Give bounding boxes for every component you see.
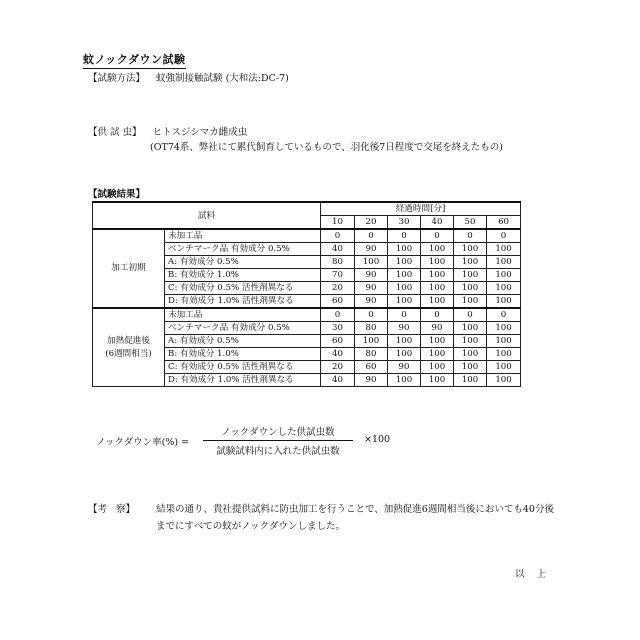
time-column-header: 20 xyxy=(355,216,388,230)
sample-name: A: 有効成分 0.5% xyxy=(165,256,321,269)
elapsed-time-header: 経過時間[分] xyxy=(321,202,521,216)
results-label: 【試験結果】 xyxy=(88,189,146,200)
knockdown-value: 100 xyxy=(421,295,454,309)
knockdown-value: 100 xyxy=(421,243,454,256)
formula-lhs: ノックダウン率(%) = xyxy=(96,437,190,448)
knockdown-value: 70 xyxy=(321,269,355,282)
knockdown-value: 100 xyxy=(487,295,521,309)
knockdown-value: 30 xyxy=(321,322,355,335)
formula-numerator: ノックダウンした供試虫数 xyxy=(203,424,353,441)
group-name: 加熱促進後 xyxy=(107,335,150,346)
knockdown-value: 100 xyxy=(454,295,487,309)
knockdown-value: 100 xyxy=(388,269,421,282)
knockdown-value: 100 xyxy=(388,282,421,295)
method-value: 蚊強制接触試験 (大和法:DC-7) xyxy=(156,73,289,84)
formula-multiplier: ×100 xyxy=(364,434,391,445)
formula-denominator: 試験試料内に入れた供試虫数 xyxy=(216,446,340,457)
sample-name: B: 有効成分 1.0% xyxy=(165,348,321,361)
knockdown-value: 0 xyxy=(321,229,355,243)
knockdown-value: 100 xyxy=(454,374,487,387)
knockdown-value: 100 xyxy=(388,348,421,361)
group-label xyxy=(93,229,165,308)
knockdown-value: 100 xyxy=(487,374,521,387)
knockdown-value: 0 xyxy=(421,308,454,322)
discussion-label: 【考 察】 xyxy=(88,504,136,515)
knockdown-value: 90 xyxy=(355,269,388,282)
formula-fraction xyxy=(203,424,353,457)
results-table xyxy=(92,201,521,387)
knockdown-value: 90 xyxy=(355,243,388,256)
knockdown-value: 100 xyxy=(388,374,421,387)
knockdown-value: 80 xyxy=(355,322,388,335)
knockdown-value: 100 xyxy=(388,243,421,256)
knockdown-value: 0 xyxy=(355,229,388,243)
knockdown-value: 90 xyxy=(421,322,454,335)
discussion-text: 結果の通り、貴社提供試料に防虫加工を行うことで、加熱促進6週間相当後においても40分後までにすべての蚊がノックダウンしました。 xyxy=(156,504,554,532)
table-row xyxy=(93,229,521,243)
knockdown-value: 60 xyxy=(355,361,388,374)
knockdown-value: 100 xyxy=(421,256,454,269)
knockdown-value: 100 xyxy=(355,335,388,348)
knockdown-value: 90 xyxy=(355,282,388,295)
knockdown-value: 60 xyxy=(321,295,355,309)
knockdown-value: 90 xyxy=(355,374,388,387)
knockdown-value: 100 xyxy=(487,335,521,348)
knockdown-value: 100 xyxy=(421,361,454,374)
knockdown-value: 0 xyxy=(388,308,421,322)
time-column-header: 10 xyxy=(321,216,355,230)
sample-name: 未加工品 xyxy=(165,308,321,322)
knockdown-value: 90 xyxy=(388,361,421,374)
knockdown-value: 0 xyxy=(454,308,487,322)
sample-name: C: 有効成分 0.5% 活性剤異なる xyxy=(165,361,321,374)
knockdown-value: 0 xyxy=(355,308,388,322)
sample-name: A: 有効成分 0.5% xyxy=(165,335,321,348)
knockdown-value: 0 xyxy=(421,229,454,243)
group-label xyxy=(93,308,165,387)
knockdown-value: 0 xyxy=(388,229,421,243)
method-line xyxy=(88,70,289,84)
sample-name: C: 有効成分 0.5% 活性剤異なる xyxy=(165,282,321,295)
closing-mark: 以上 xyxy=(515,569,559,580)
knockdown-value: 80 xyxy=(355,348,388,361)
knockdown-value: 20 xyxy=(321,361,355,374)
method-label: 【試験方法】 xyxy=(88,73,146,84)
insect-label: 【供 試 虫】 xyxy=(88,127,142,138)
time-column-header: 60 xyxy=(487,216,521,230)
sample-name: ベンチマーク品 有効成分 0.5% xyxy=(165,243,321,256)
knockdown-value: 40 xyxy=(321,243,355,256)
knockdown-value: 100 xyxy=(388,256,421,269)
sample-name: ベンチマーク品 有効成分 0.5% xyxy=(165,322,321,335)
document-title: 蚊ノックダウン試験 xyxy=(83,51,186,69)
knockdown-value: 100 xyxy=(487,282,521,295)
time-column-header: 50 xyxy=(454,216,487,230)
knockdown-value: 100 xyxy=(487,269,521,282)
knockdown-value: 100 xyxy=(421,282,454,295)
knockdown-value: 0 xyxy=(487,308,521,322)
knockdown-value: 100 xyxy=(487,322,521,335)
knockdown-value: 100 xyxy=(388,295,421,309)
sample-name: 未加工品 xyxy=(165,229,321,243)
knockdown-value: 100 xyxy=(454,348,487,361)
knockdown-value: 0 xyxy=(487,229,521,243)
sample-header: 試料 xyxy=(93,202,321,229)
knockdown-value: 0 xyxy=(454,229,487,243)
group-name: 加工初期 xyxy=(111,263,146,273)
knockdown-value: 100 xyxy=(487,243,521,256)
knockdown-value: 90 xyxy=(388,322,421,335)
knockdown-value: 100 xyxy=(388,335,421,348)
knockdown-value: 100 xyxy=(421,335,454,348)
knockdown-value: 100 xyxy=(454,243,487,256)
knockdown-value: 100 xyxy=(454,269,487,282)
knockdown-value: 40 xyxy=(321,374,355,387)
knockdown-value: 100 xyxy=(421,348,454,361)
knockdown-value: 0 xyxy=(321,308,355,322)
time-column-header: 30 xyxy=(388,216,421,230)
sample-name: D: 有効成分 1.0% 活性剤異なる xyxy=(165,295,321,309)
insect-line xyxy=(88,124,247,138)
knockdown-value: 100 xyxy=(454,361,487,374)
group-subname: (6週間相当) xyxy=(105,348,152,359)
knockdown-value: 100 xyxy=(454,335,487,348)
knockdown-value: 100 xyxy=(421,374,454,387)
knockdown-value: 20 xyxy=(321,282,355,295)
knockdown-value: 100 xyxy=(487,348,521,361)
knockdown-value: 100 xyxy=(454,256,487,269)
knockdown-value: 90 xyxy=(355,295,388,309)
knockdown-value: 100 xyxy=(421,269,454,282)
knockdown-value: 40 xyxy=(321,348,355,361)
knockdown-value: 100 xyxy=(355,256,388,269)
knockdown-value: 100 xyxy=(454,282,487,295)
insect-detail: (OT74系、弊社にて累代飼育しているもので、羽化後7日程度で交尾を終えたもの) xyxy=(150,142,503,153)
knockdown-value: 80 xyxy=(321,256,355,269)
knockdown-value: 100 xyxy=(487,256,521,269)
knockdown-value: 100 xyxy=(454,322,487,335)
knockdown-value: 60 xyxy=(321,335,355,348)
table-row xyxy=(93,308,521,322)
sample-name: D: 有効成分 1.0% 活性剤異なる xyxy=(165,374,321,387)
sample-name: B: 有効成分 1.0% xyxy=(165,269,321,282)
insect-value: ヒトスジシマカ雌成虫 xyxy=(152,127,248,138)
time-column-header: 40 xyxy=(421,216,454,230)
knockdown-value: 100 xyxy=(487,361,521,374)
